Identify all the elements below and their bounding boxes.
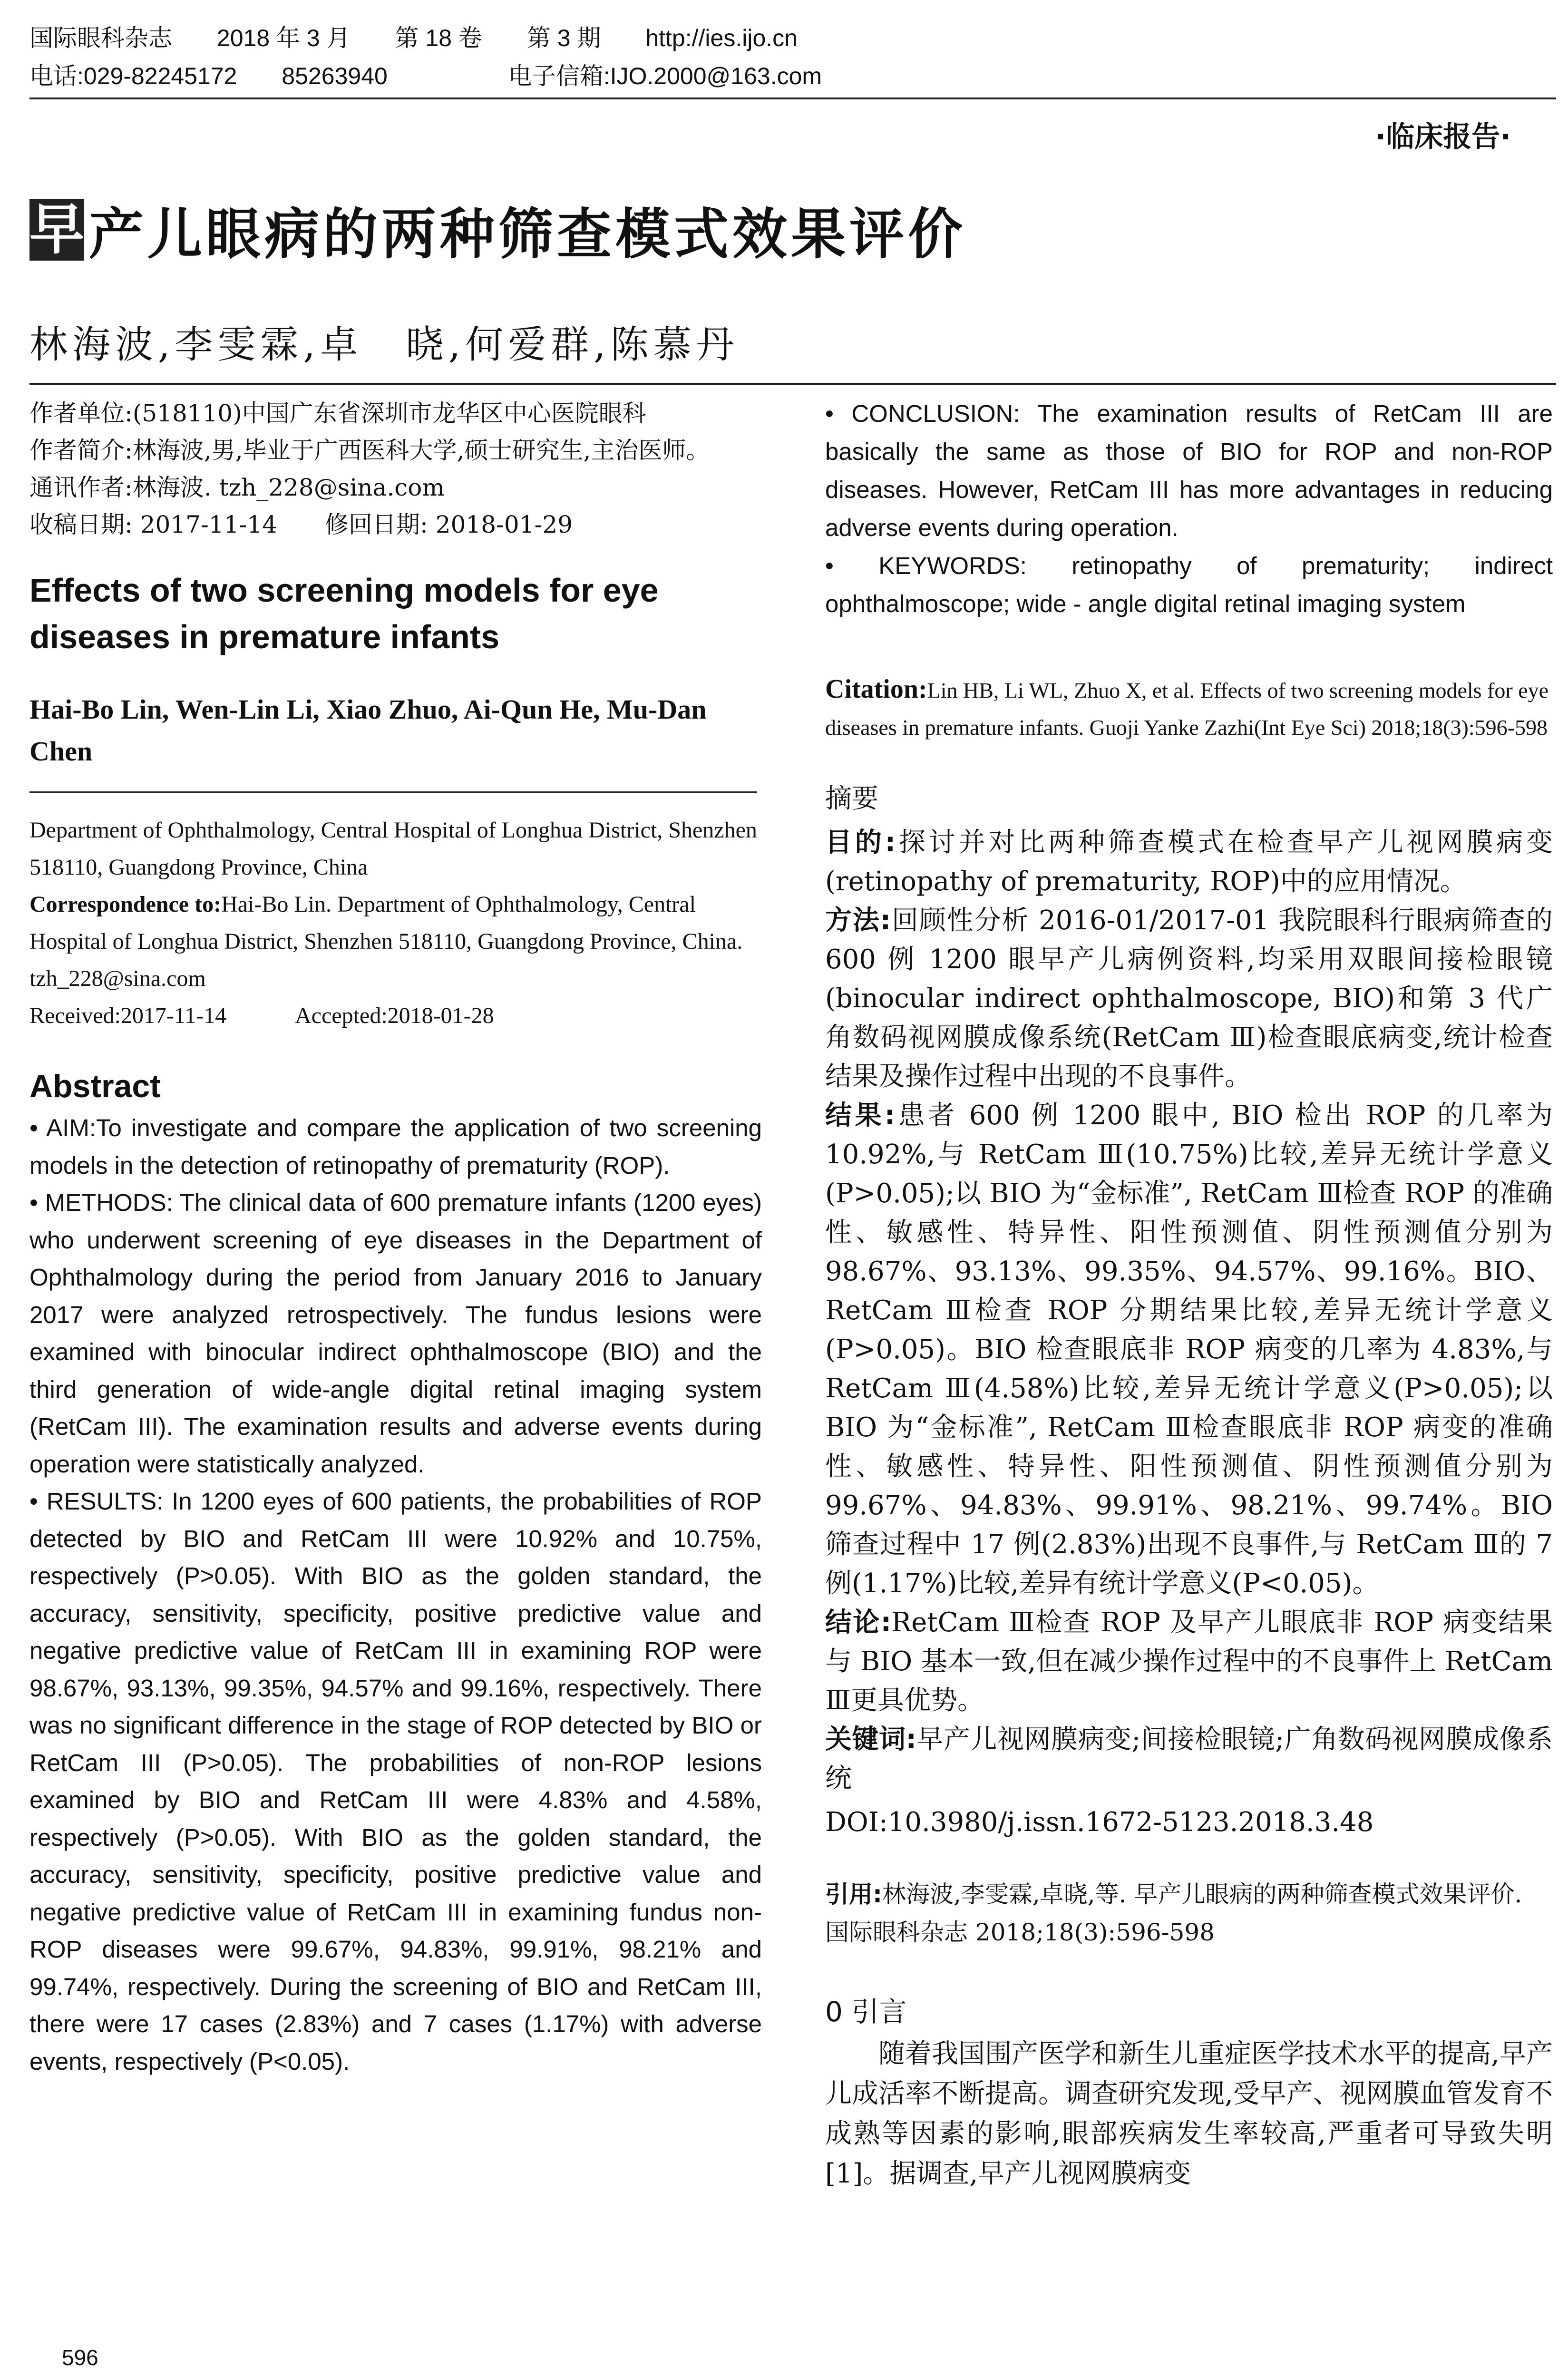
intro-heading: 0 引言 [825,1996,907,2028]
cn-purpose-label: 目的: [825,827,896,858]
cn-abstract-results [825,1096,1553,1603]
cn-methods-text: 回顾性分析 2016-01/2017-01 我院眼科行眼病筛查的 600 例 1200 眼早产儿病例资料,均采用双眼间接检眼镜(binocular indirect ophthalmoscope, BIO)和第 3 代广角数码视网膜成像系统(RetCam Ⅲ)检查眼底病变,统计检查结果及操作过程中出现的不良事件。 [825,905,1553,1092]
english-abstract-continued [825,395,1553,623]
cn-methods-label: 方法: [825,905,891,936]
abstract-aim: • AIM:To investigate and compare the application of two screening models in the detection of retinopathy of prematurity (ROP). [29,1114,762,1179]
issue-date: 2018 年 3 月 [216,25,351,51]
journal-header [29,19,860,95]
cn-keywords-text: 早产儿视网膜病变;间接检眼镜;广角数码视网膜成像系统 [825,1724,1553,1794]
cn-results-text: 患者 600 例 1200 眼中, BIO 检出 ROP 的几率为 10.92%,与 RetCam Ⅲ(10.75%)比较,差异无统计学意义(P>0.05);以 BIO 为“金标准”, RetCam Ⅲ检查 ROP 的准确性、敏感性、特异性、阳性预测值、阴性预测值分别为 98.67%、93.13%、99.35%、94.57%、99.16%。BIO、RetCam Ⅲ检查 ROP 分期结果比较,差异无统计学意义(P>0.05)。BIO 检查眼底非 ROP 病变的几率为 4.83%,与 RetCam Ⅲ(4.58%)比较,差异无统计学意义(P>0.05);以 BIO 为“金标准”, RetCam Ⅲ检查眼底非 ROP 病变的准确性、敏感性、特异性、阳性预测值、阴性预测值分别为 99.67%、94.83%、99.91%、98.21%、99.74%。BIO 筛查过程中 17 例(2.83%)出现不良事件,与 RetCam Ⅲ的 7 例(1.17%)比较,差异有统计学意义(P<0.05)。 [825,1100,1553,1599]
authors-chinese: 林海波,李雯霖,卓 晓,何爱群,陈慕丹 [29,322,739,367]
left-column [29,395,762,2080]
section-tag: ·临床报告· [1375,120,1511,154]
abstract-methods: • METHODS: The clinical data of 600 premature infants (1200 eyes) who underwent screening of eye diseases in the Department of Ophthalmology during the period from January 2016 to January 2017 were analyzed retrospectively. The fundus lesions were examined with binocular indirect ophthalmoscope (BIO) and the third generation of wide-angle digital retinal imaging system (RetCam III). The examination results and adverse events during operation were statistically analyzed. [29,1189,762,1478]
title-rest: 产儿眼病的两种筛查模式效果评价 [89,203,967,266]
author-affiliation: 作者单位:(518110)中国广东省深圳市龙华区中心医院眼科 [29,399,646,427]
title-rule [29,383,1556,385]
english-title: Effects of two screening models for eye diseases in premature infants [29,572,659,655]
author-bio: 作者简介:林海波,男,毕业于广西医科大学,硕士研究生,主治医师。 [29,437,710,464]
doi[interactable]: DOI:10.3980/j.issn.1672-5123.2018.3.48 [825,1807,1374,1838]
english-abstract [29,1110,762,2080]
cn-conclusion-label: 结论: [825,1607,891,1638]
email: 电子信箱:IJO.2000@163.com [508,63,822,89]
journal-name: 国际眼科杂志 [29,25,172,51]
received-accepted: Received:2017-11-14 Accepted:2018-01-28 [29,1003,494,1028]
issue: 第 3 期 [526,25,601,51]
phone: 电话:029-82245172 [29,63,237,89]
intro-paragraph: 随着我国围产医学和新生儿重症医学技术水平的提高,早产儿成活率不断提高。调查研究发现,受早产、视网膜血管发育不成熟等因素的影响,眼部疾病发生率较高,严重者可导致失明[1]。据调查,早产儿视网膜病变 [825,2038,1553,2189]
cn-abstract-keywords [825,1720,1553,1798]
citation-text: Lin HB, Li WL, Zhuo X, et al. Effects of two screening models for eye diseases in premature infants. Guoji Yanke Zazhi(Int Eye Sci) 2018;18(3):596-598 [825,678,1549,740]
chinese-abstract-heading: 摘要 [825,783,878,814]
cn-purpose-text: 探讨并对比两种筛查模式在检查早产儿视网膜病变(retinopathy of prematurity, ROP)中的应用情况。 [825,827,1553,897]
author-meta [29,395,762,543]
title-first-char: 早 [29,197,88,262]
page-number: 596 [62,2345,98,2370]
correspondence-label: Correspondence to: [29,892,222,917]
cn-abstract-purpose [825,823,1553,901]
abstract-results: • RESULTS: In 1200 eyes of 600 patients, the probabilities of ROP detected by BIO and RetCam III were 10.92% and 10.75%, respectively (P>0.05). With BIO as the golden standard, the accuracy, sensitivity, specificity, positive predictive value and negative predictive value of RetCam III in examining ROP were 98.67%, 93.13%, 99.35%, 94.57% and 99.16%, respectively. There was no significant difference in the stage of ROP detected by BIO or RetCam III (P>0.05). The probabilities of non-ROP lesions examined by BIO and RetCam III were 4.83% and 4.58%, respectively (P>0.05). With BIO as the golden standard, the accuracy, sensitivity, specificity, positive predictive value and negative predictive value of RetCam III in examining fundus non-ROP diseases were 99.67%, 94.83%, 99.91%, 98.21% and 99.74%, respectively. During the screening of BIO and RetCam III, there were 17 cases (2.83%) and 7 cases (1.17%) with adverse events, respectively (P<0.05). [29,1488,762,2075]
cn-citation-label: 引用: [825,1880,882,1908]
cn-keywords-label: 关键词: [825,1724,916,1755]
affiliation-block [29,812,762,1034]
volume: 第 18 卷 [395,25,482,51]
citation [825,671,1553,746]
phone-2: 85263940 [282,63,388,89]
right-column [825,395,1553,2194]
header-rule [29,97,1556,99]
chinese-citation [825,1875,1553,1951]
abstract-heading: Abstract [29,1068,161,1104]
affiliation-rule [29,791,757,793]
cn-abstract-methods [825,901,1553,1096]
corresponding-author: 通讯作者:林海波. tzh_228@sina.com [29,474,445,501]
cn-conclusion-text: RetCam Ⅲ检查 ROP 及早产儿眼底非 ROP 病变结果与 BIO 基本一致,但在减少操作过程中的不良事件上 RetCam Ⅲ更具优势。 [825,1607,1553,1716]
abstract-keywords: • KEYWORDS: retinopathy of prematurity; indirect ophthalmoscope; wide - angle digital retinal imaging system [825,552,1553,617]
received-dates: 收稿日期: 2017-11-14 修回日期: 2018-01-29 [29,511,573,538]
article-title [29,190,966,269]
header-line-1 [29,19,860,57]
chinese-abstract [825,779,1553,1842]
header-line-2 [29,57,860,95]
cn-results-label: 结果: [825,1100,896,1131]
english-authors: Hai-Bo Lin, Wen-Lin Li, Xiao Zhuo, Ai-Qun He, Mu-Dan Chen [29,694,707,767]
correspondence [29,886,762,997]
correspondence-text: Hai-Bo Lin. Department of Ophthalmology, Central Hospital of Longhua District, Shenzhen 518110, Guangdong Province, China. tzh_228@sina.com [29,892,743,991]
journal-url[interactable]: http://ies.ijo.cn [645,25,798,51]
citation-label: Citation: [825,674,927,704]
cn-abstract-conclusion [825,1603,1553,1720]
affiliation-text: Department of Ophthalmology, Central Hospital of Longhua District, Shenzhen 518110, Guangdong Province, China [29,818,757,880]
abstract-conclusion: • CONCLUSION: The examination results of RetCam III are basically the same as those of BIO for ROP and non-ROP diseases. However, RetCam III has more advantages in reducing adverse events during operation. [825,400,1553,541]
cn-citation-text: 林海波,李雯霖,卓晓,等. 早产儿眼病的两种筛查模式效果评价. 国际眼科杂志 2018;18(3):596-598 [825,1880,1522,1946]
